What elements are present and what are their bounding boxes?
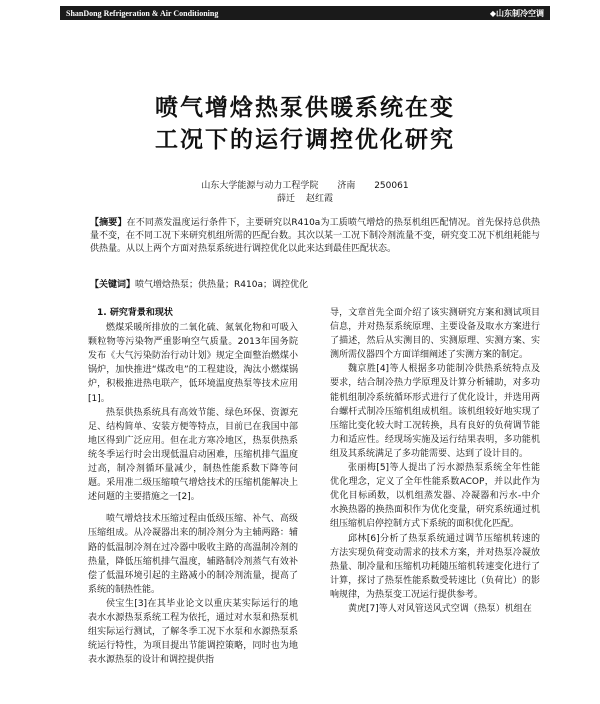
author-name: 赵红霞	[305, 194, 333, 204]
paper-title-line-1: 喷气增焓热泵供暖系统在变	[155, 95, 455, 121]
affiliation-postcode: 250061	[374, 181, 409, 191]
journal-header	[60, 6, 550, 20]
keywords-label: 【关键词】	[90, 280, 136, 290]
body-paragraph: 侯宝生[3]在其毕业论文以重庆某实际运行的地表水水源热泵系统工程为依托，通过对水泵和热泵机组实际运行测试，了解冬季工况下水泵和水源热泵系统运行特性，为项目提出节能调控策略，同时也为地表水源热泵的设计和调控提供指	[88, 598, 298, 666]
affiliation-org: 山东大学能源与动力工程学院	[201, 181, 319, 191]
body-paragraph: 燃煤采暖所排放的二氧化硫、氮氧化物和可吸入颗粒物等污染物严重影响空气质量。2013年国务院发布《大气污染防治行动计划》规定全面整治燃煤小锅炉，加快推进“煤改电”的工程建设，淘汰小燃煤锅炉，积极推进热电联产，低环境温度热泵等技术应用[1]。	[88, 323, 298, 404]
body-column-right	[330, 306, 540, 616]
keywords-text: 喷气增焓热泵；供热量；R410a；调控优化	[135, 280, 308, 290]
author-name: 薛迁	[277, 194, 296, 204]
body-paragraph: 邱林[6]分析了热泵系统通过调节压缩机转速的方法实现负荷变动需求的技术方案，并对热泵冷凝放热量、制冷量和压缩机功耗随压缩机转速变化进行了计算，探讨了热泵性能系数受转速比（负荷比）的影响规律，为热泵变工况运行提供参考。	[330, 533, 540, 600]
body-paragraph: 魏京胜[4]等人根据多功能制冷供热系统特点及要求，结合制冷热力学原理及计算分析辅助，对多功能机组制冷系统循环形式进行了优化设计，并选用两台螺杆式制冷压缩机组成机组。该机组较好地实现了压缩比变化较大时工况转换，具有良好的负荷调节能力和适应性。经现场实施及运行结果表明，多功能机组及其系统满足了多功能需要、达到了设计目的。	[330, 364, 540, 459]
abstract-label: 【摘要】	[90, 218, 127, 228]
body-paragraph: 张丽梅[5]等人提出了污水源热泵系统全年性能优化理念，定义了全年性能系数ACOP，并以此作为优化目标函数，以机组蒸发器、冷凝器和污水-中介水换热器的换热面积作为优化变量，研究系统通过机组压缩机启停控制方式下系统的面积优化匹配。	[330, 463, 540, 530]
abstract	[90, 217, 540, 256]
body-paragraph: 热泵供热系统具有高效节能、绿色环保、资源充足、结构简单、安装方便等特点，目前已在我国中部地区得到广泛应用。但在北方寒冷地区，热泵供热系统冬季运行时会出现低温启动困难，压缩机排气温度过高，制冷剂循环量减少，制热性能系数下降等问题。采用准二级压缩喷气增焓技术的压缩机能解决上述问题的主要措施之一[2]。	[88, 407, 298, 503]
affiliation-city: 济南	[337, 181, 356, 191]
body-paragraph: 黄虎[7]等人对风管送风式空调（热泵）机组在	[348, 603, 532, 614]
affiliation	[60, 178, 550, 191]
journal-name-en: ShanDong Refrigeration & Air Conditioning	[66, 8, 219, 18]
abstract-text: 在不同蒸发温度运行条件下，主要研究以R410a为工质喷气增焓的热泵机组匹配情况。首先保持总供热量不变，在不同工况下来研究机组所需的匹配台数。其次以某一工况下制冷剂流量不变，研究变工况下机组耗能与供热量。从以上两个方面对热泵系统进行调控优化以此来达到最佳匹配状态。	[90, 218, 541, 254]
paper-title-line-2: 工况下的运行调控优化研究	[155, 127, 455, 153]
keywords	[90, 279, 540, 292]
body-paragraph: 导，文章首先全面介绍了该实测研究方案和测试项目信息，并对热泵系统原理、主要设备及取水方案进行了描述，然后从实测目的、实测原理、实测方案、实测所需仪器四个方面详细阐述了实测方案的制定。	[330, 308, 540, 361]
journal-name-cn: ◆山东制冷空调	[489, 8, 544, 18]
author-list	[60, 191, 550, 204]
body-column-left	[88, 306, 298, 667]
body-paragraph: 喷气增焓技术压缩过程由低级压缩、补气、高级压缩组成。从冷凝器出来的制冷剂分为主辅两路：辅路的低温制冷剂在过冷器中吸收主路的高温制冷剂的热量，降低压缩机排气温度，辅路制冷剂蒸气有效补偿了低温环境引起的主路减小的制冷剂流量，提高了系统的制热性能。	[88, 514, 298, 595]
section-heading: 1. 研究背景和现状	[97, 308, 173, 318]
